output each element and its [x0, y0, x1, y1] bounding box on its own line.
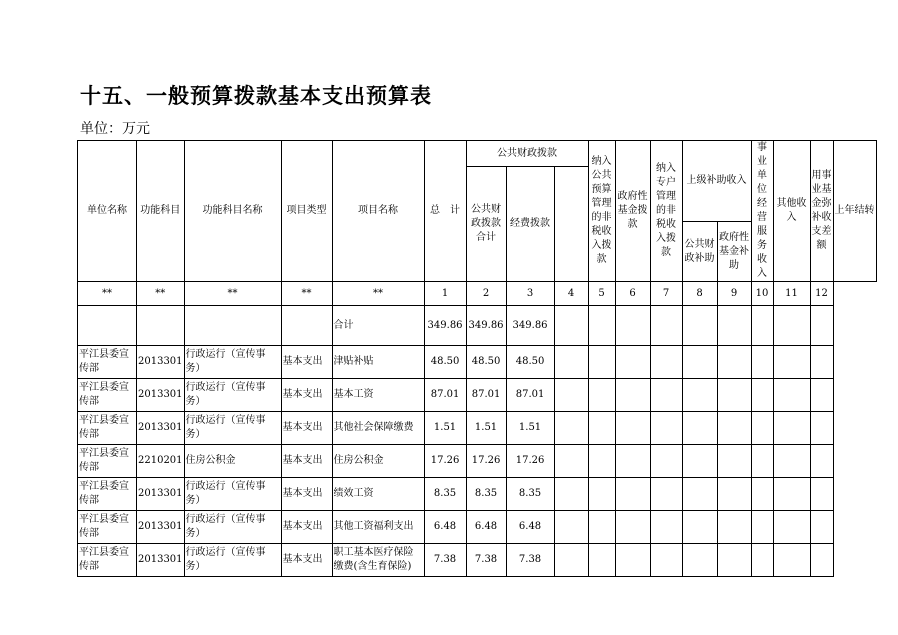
func-name-cell: 住房公积金 [184, 445, 281, 478]
empty-cell [588, 412, 615, 445]
empty-cell [588, 511, 615, 544]
item-name-cell: 其他社会保障缴费 [332, 412, 424, 445]
index-cell: 4 [554, 282, 588, 306]
empty-cell [682, 346, 717, 379]
unit-name-cell: 平江县委宣传部 [78, 346, 137, 379]
empty-cell [682, 379, 717, 412]
total-cell: 8.35 [424, 478, 466, 511]
total-cell: 7.38 [424, 544, 466, 577]
index-cell: 12 [810, 282, 833, 306]
func-code-cell: 2013301 [137, 511, 185, 544]
empty-cell [682, 544, 717, 577]
empty-cell [810, 379, 833, 412]
empty-cell [615, 511, 650, 544]
empty-cell [751, 445, 773, 478]
item-name-cell: 绩效工资 [332, 478, 424, 511]
empty-cell [751, 412, 773, 445]
empty-cell [717, 478, 751, 511]
empty-cell [682, 478, 717, 511]
empty-cell [615, 412, 650, 445]
index-cell: 5 [588, 282, 615, 306]
item-type-cell: 基本支出 [281, 445, 332, 478]
empty-cell [650, 544, 682, 577]
func-name-cell: 行政运行（宣传事务） [184, 544, 281, 577]
index-cell: 9 [717, 282, 751, 306]
col-func-name: 功能科目名称 [184, 141, 281, 282]
cell [751, 306, 773, 346]
index-cell: ** [184, 282, 281, 306]
empty-cell [650, 511, 682, 544]
table-row [78, 511, 877, 544]
index-cell: ** [281, 282, 332, 306]
public-total-cell: 48.50 [466, 346, 506, 379]
empty-cell [554, 544, 588, 577]
unit-name-cell: 平江县委宣传部 [78, 412, 137, 445]
func-code-cell: 2210201 [137, 445, 185, 478]
empty-cell [751, 346, 773, 379]
col-expense-alloc: 经费拨款 [506, 167, 554, 282]
public-total-cell: 8.35 [466, 478, 506, 511]
col-superior-subsidy-group: 上级补助收入 [682, 141, 751, 222]
empty-cell [717, 346, 751, 379]
cell [650, 306, 682, 346]
empty-cell [751, 379, 773, 412]
item-type-cell: 基本支出 [281, 412, 332, 445]
table-row [78, 346, 877, 379]
item-name-cell: 基本工资 [332, 379, 424, 412]
expense-cell: 87.01 [506, 379, 554, 412]
empty-cell [554, 445, 588, 478]
total-row [78, 306, 877, 346]
empty-cell [751, 478, 773, 511]
empty-cell [650, 445, 682, 478]
table-row [78, 379, 877, 412]
col-nontax-special: 纳入专户管理的非税收入拨款 [650, 141, 682, 282]
empty-cell [682, 412, 717, 445]
page-title: 十五、一般预算拨款基本支出预算表 [80, 83, 432, 108]
cell [281, 306, 332, 346]
total-cell: 1.51 [424, 412, 466, 445]
index-cell: 1 [424, 282, 466, 306]
index-cell: 8 [682, 282, 717, 306]
item-type-cell: 基本支出 [281, 478, 332, 511]
public-total-cell: 7.38 [466, 544, 506, 577]
unit-label: 单位：万元 [80, 121, 150, 137]
empty-cell [717, 445, 751, 478]
col-public-fiscal-group: 公共财政拨款 [466, 141, 588, 167]
total-label: 合计 [332, 306, 424, 346]
func-code-cell: 2013301 [137, 544, 185, 577]
item-name-cell: 其他工资福利支出 [332, 511, 424, 544]
func-code-cell: 2013301 [137, 346, 185, 379]
empty-cell [773, 412, 810, 445]
expense-cell: 7.38 [506, 544, 554, 577]
empty-cell [717, 379, 751, 412]
empty-cell [588, 445, 615, 478]
total-cell: 6.48 [424, 511, 466, 544]
header-row-1 [78, 141, 877, 167]
table-row [78, 544, 877, 577]
empty-cell [615, 445, 650, 478]
index-cell: ** [332, 282, 424, 306]
empty-cell [810, 511, 833, 544]
cell [78, 306, 137, 346]
col-operating-income: 事业单位经营服务收入 [751, 141, 773, 282]
empty-cell [588, 346, 615, 379]
total-public-amount: 349.86 [466, 306, 506, 346]
func-name-cell: 行政运行（宣传事务） [184, 478, 281, 511]
index-cell: ** [137, 282, 185, 306]
empty-cell [682, 511, 717, 544]
expense-cell: 6.48 [506, 511, 554, 544]
col-item-type: 项目类型 [281, 141, 332, 282]
empty-cell [717, 544, 751, 577]
unit-name-cell: 平江县委宣传部 [78, 478, 137, 511]
cell [615, 306, 650, 346]
cell [810, 306, 833, 346]
cell [137, 306, 185, 346]
col-func-code: 功能科目 [137, 141, 185, 282]
empty-cell [588, 379, 615, 412]
unit-name-cell: 平江县委宣传部 [78, 511, 137, 544]
empty-cell [588, 478, 615, 511]
cell [717, 306, 751, 346]
empty-cell [717, 412, 751, 445]
empty-cell [773, 379, 810, 412]
cell [184, 306, 281, 346]
col-other-income: 其他收入 [773, 141, 810, 282]
col-superior-gov-fund: 政府性基金补助 [717, 222, 751, 282]
empty-cell [810, 445, 833, 478]
func-name-cell: 行政运行（宣传事务） [184, 379, 281, 412]
col-item-name: 项目名称 [332, 141, 424, 282]
col-superior-public: 公共财政补助 [682, 222, 717, 282]
item-type-cell: 基本支出 [281, 379, 332, 412]
total-cell: 48.50 [424, 346, 466, 379]
index-cell: ** [78, 282, 137, 306]
empty-cell [682, 445, 717, 478]
func-name-cell: 行政运行（宣传事务） [184, 412, 281, 445]
col-total: 总 计 [424, 141, 466, 282]
index-cell: 10 [751, 282, 773, 306]
empty-cell [810, 346, 833, 379]
empty-cell [554, 511, 588, 544]
empty-cell [717, 511, 751, 544]
table-row [78, 445, 877, 478]
expense-cell: 48.50 [506, 346, 554, 379]
expense-cell: 8.35 [506, 478, 554, 511]
table-row [78, 412, 877, 445]
func-name-cell: 行政运行（宣传事务） [184, 511, 281, 544]
col-nontax-in-budget: 纳入公共预算管理的非税收入拨款 [588, 141, 615, 282]
func-code-cell: 2013301 [137, 379, 185, 412]
total-expense-amount: 349.86 [506, 306, 554, 346]
unit-name-cell: 平江县委宣传部 [78, 379, 137, 412]
col-public-fiscal-spacer [554, 167, 588, 282]
cell [588, 306, 615, 346]
empty-cell [650, 478, 682, 511]
index-row [78, 282, 877, 306]
col-fund-offset: 用事业基金弥补收支差额 [810, 141, 833, 282]
cell [682, 306, 717, 346]
empty-cell [773, 346, 810, 379]
empty-cell [773, 445, 810, 478]
index-cell: 2 [466, 282, 506, 306]
index-cell: 11 [773, 282, 810, 306]
empty-cell [773, 511, 810, 544]
empty-cell [588, 544, 615, 577]
empty-cell [650, 412, 682, 445]
func-name-cell: 行政运行（宣传事务） [184, 346, 281, 379]
col-gov-fund: 政府性基金拨款 [615, 141, 650, 282]
budget-table [77, 140, 877, 577]
empty-cell [554, 379, 588, 412]
total-cell: 17.26 [424, 445, 466, 478]
item-type-cell: 基本支出 [281, 346, 332, 379]
empty-cell [615, 379, 650, 412]
empty-cell [650, 346, 682, 379]
total-cell: 87.01 [424, 379, 466, 412]
empty-cell [554, 412, 588, 445]
col-public-fiscal-total: 公共财政拨款合计 [466, 167, 506, 282]
empty-cell [650, 379, 682, 412]
empty-cell [810, 544, 833, 577]
item-name-cell: 津贴补贴 [332, 346, 424, 379]
empty-cell [615, 544, 650, 577]
empty-cell [773, 544, 810, 577]
public-total-cell: 6.48 [466, 511, 506, 544]
public-total-cell: 1.51 [466, 412, 506, 445]
table-row [78, 478, 877, 511]
empty-cell [615, 346, 650, 379]
index-cell: 3 [506, 282, 554, 306]
index-cell: 7 [650, 282, 682, 306]
col-carry-over: 上年结转 [833, 141, 876, 282]
public-total-cell: 17.26 [466, 445, 506, 478]
total-amount: 349.86 [424, 306, 466, 346]
unit-name-cell: 平江县委宣传部 [78, 445, 137, 478]
public-total-cell: 87.01 [466, 379, 506, 412]
func-code-cell: 2013301 [137, 478, 185, 511]
item-name-cell: 住房公积金 [332, 445, 424, 478]
empty-cell [751, 511, 773, 544]
empty-cell [810, 412, 833, 445]
item-name-cell: 职工基本医疗保险缴费(含生育保险) [332, 544, 424, 577]
empty-cell [554, 478, 588, 511]
cell [554, 306, 588, 346]
empty-cell [554, 346, 588, 379]
index-cell: 6 [615, 282, 650, 306]
item-type-cell: 基本支出 [281, 511, 332, 544]
empty-cell [751, 544, 773, 577]
cell [773, 306, 810, 346]
empty-cell [615, 478, 650, 511]
empty-cell [773, 478, 810, 511]
expense-cell: 17.26 [506, 445, 554, 478]
func-code-cell: 2013301 [137, 412, 185, 445]
unit-name-cell: 平江县委宣传部 [78, 544, 137, 577]
empty-cell [810, 478, 833, 511]
col-unit-name: 单位名称 [78, 141, 137, 282]
item-type-cell: 基本支出 [281, 544, 332, 577]
expense-cell: 1.51 [506, 412, 554, 445]
